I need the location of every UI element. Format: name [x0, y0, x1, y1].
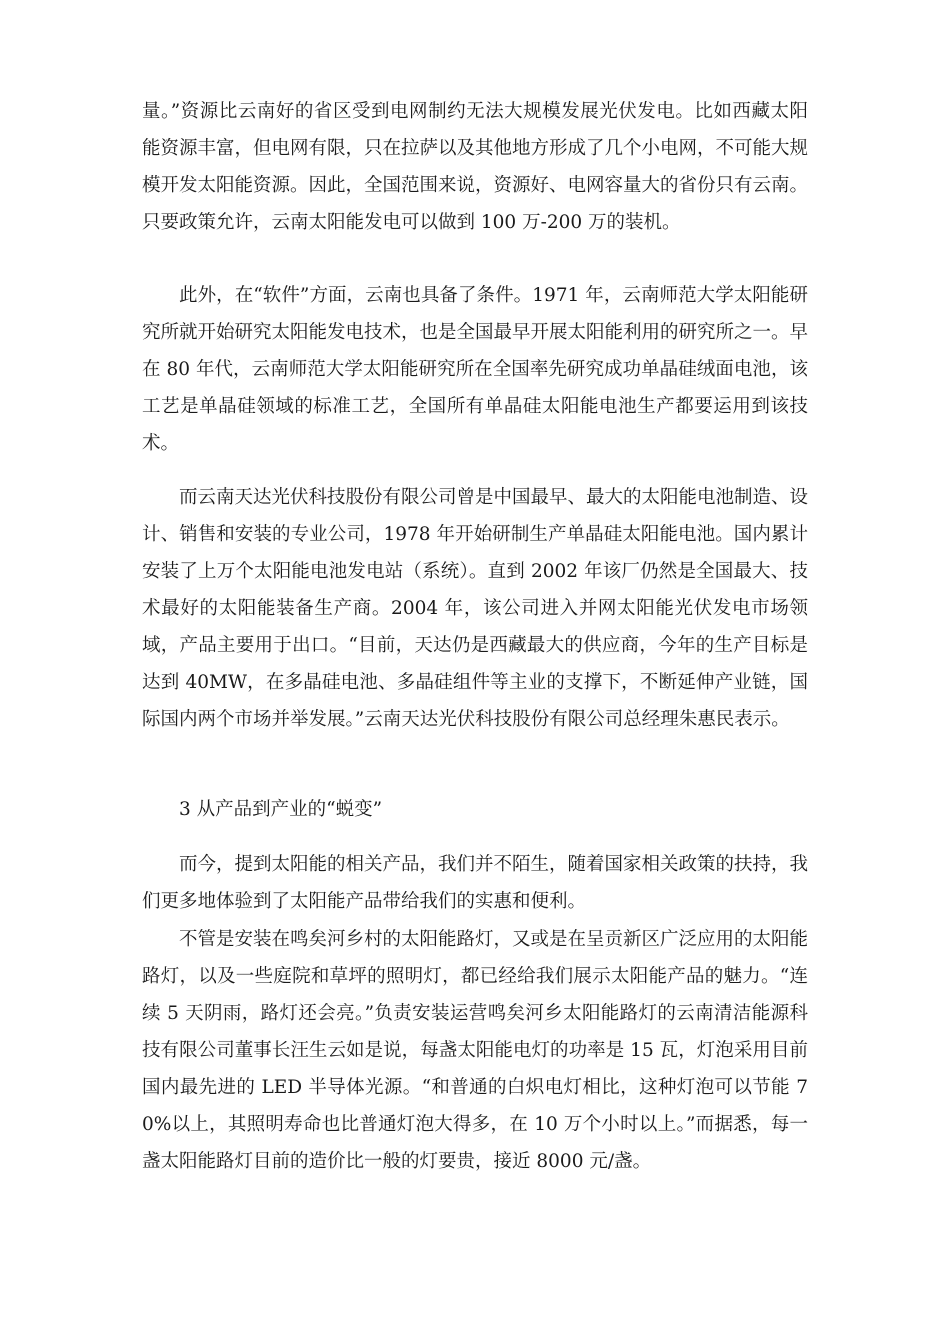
paragraph-street-lights: 不管是安装在鸣矣河乡村的太阳能路灯，又或是在呈贡新区广泛应用的太阳能路灯，以及一些庭院和草坪的照明灯，都已经给我们展示太阳能产品的魅力。“连续 5 天阴雨，路灯还会亮。”负责安装运营鸣矣河乡太阳能路灯的云南清洁能源科技有限公司董事长汪生云如是说，每盏太阳能电灯的功率是 15 瓦，灯泡采用目前国内最先进的 LED 半导体光源。“和普通的白炽电灯相比，这种灯泡可以节能 70%以上，其照明寿命也比普通灯泡大得多，在 10 万个小时以上。”而据悉，每一盏太阳能路灯目前的造价比一般的灯要贵，接近 8000 元/盏。 [142, 929, 809, 1172]
paragraph-continuation: 量。”资源比云南好的省区受到电网制约无法大规模发展光伏发电。比如西藏太阳能资源丰富，但电网有限，只在拉萨以及其他地方形成了几个小电网，不可能大规模开发太阳能资源。因此，全国范围来说，资源好、电网容量大的省份只有云南。只要政策允许，云南太阳能发电可以做到 100 万-200 万的装机。 [142, 101, 809, 233]
paragraph-solar-products: 而今，提到太阳能的相关产品，我们并不陌生，随着国家相关政策的扶持，我们更多地体验到了太阳能产品带给我们的实惠和便利。 [142, 854, 809, 912]
section-heading: 3 从产品到产业的“蜕变” [179, 799, 383, 820]
paragraph-software-conditions: 此外，在“软件”方面，云南也具备了条件。1971 年，云南师范大学太阳能研究所就开始研究太阳能发电技术，也是全国最早开展太阳能利用的研究所之一。早在 80 年代，云南师范大学太阳能研究所在全国率先研究成功单晶硅绒面电池，该工艺是单晶硅领域的标准工艺，全国所有单晶硅太阳能电池生产都要运用到该技术。 [142, 285, 809, 454]
paragraph-tianda-company: 而云南天达光伏科技股份有限公司曾是中国最早、最大的太阳能电池制造、设计、销售和安装的专业公司，1978 年开始研制生产单晶硅太阳能电池。国内累计安装了上万个太阳能电池发电站（系统）。直到 2002 年该厂仍然是全国最大、技术最好的太阳能装备生产商。2004 年，该公司进入并网太阳能光伏发电市场领域，产品主要用于出口。“目前，天达仍是西藏最大的供应商，今年的生产目标是达到 40MW，在多晶硅电池、多晶硅组件等主业的支撑下，不断延伸产业链，国际国内两个市场并举发展。”云南天达光伏科技股份有限公司总经理朱惠民表示。 [142, 487, 809, 730]
